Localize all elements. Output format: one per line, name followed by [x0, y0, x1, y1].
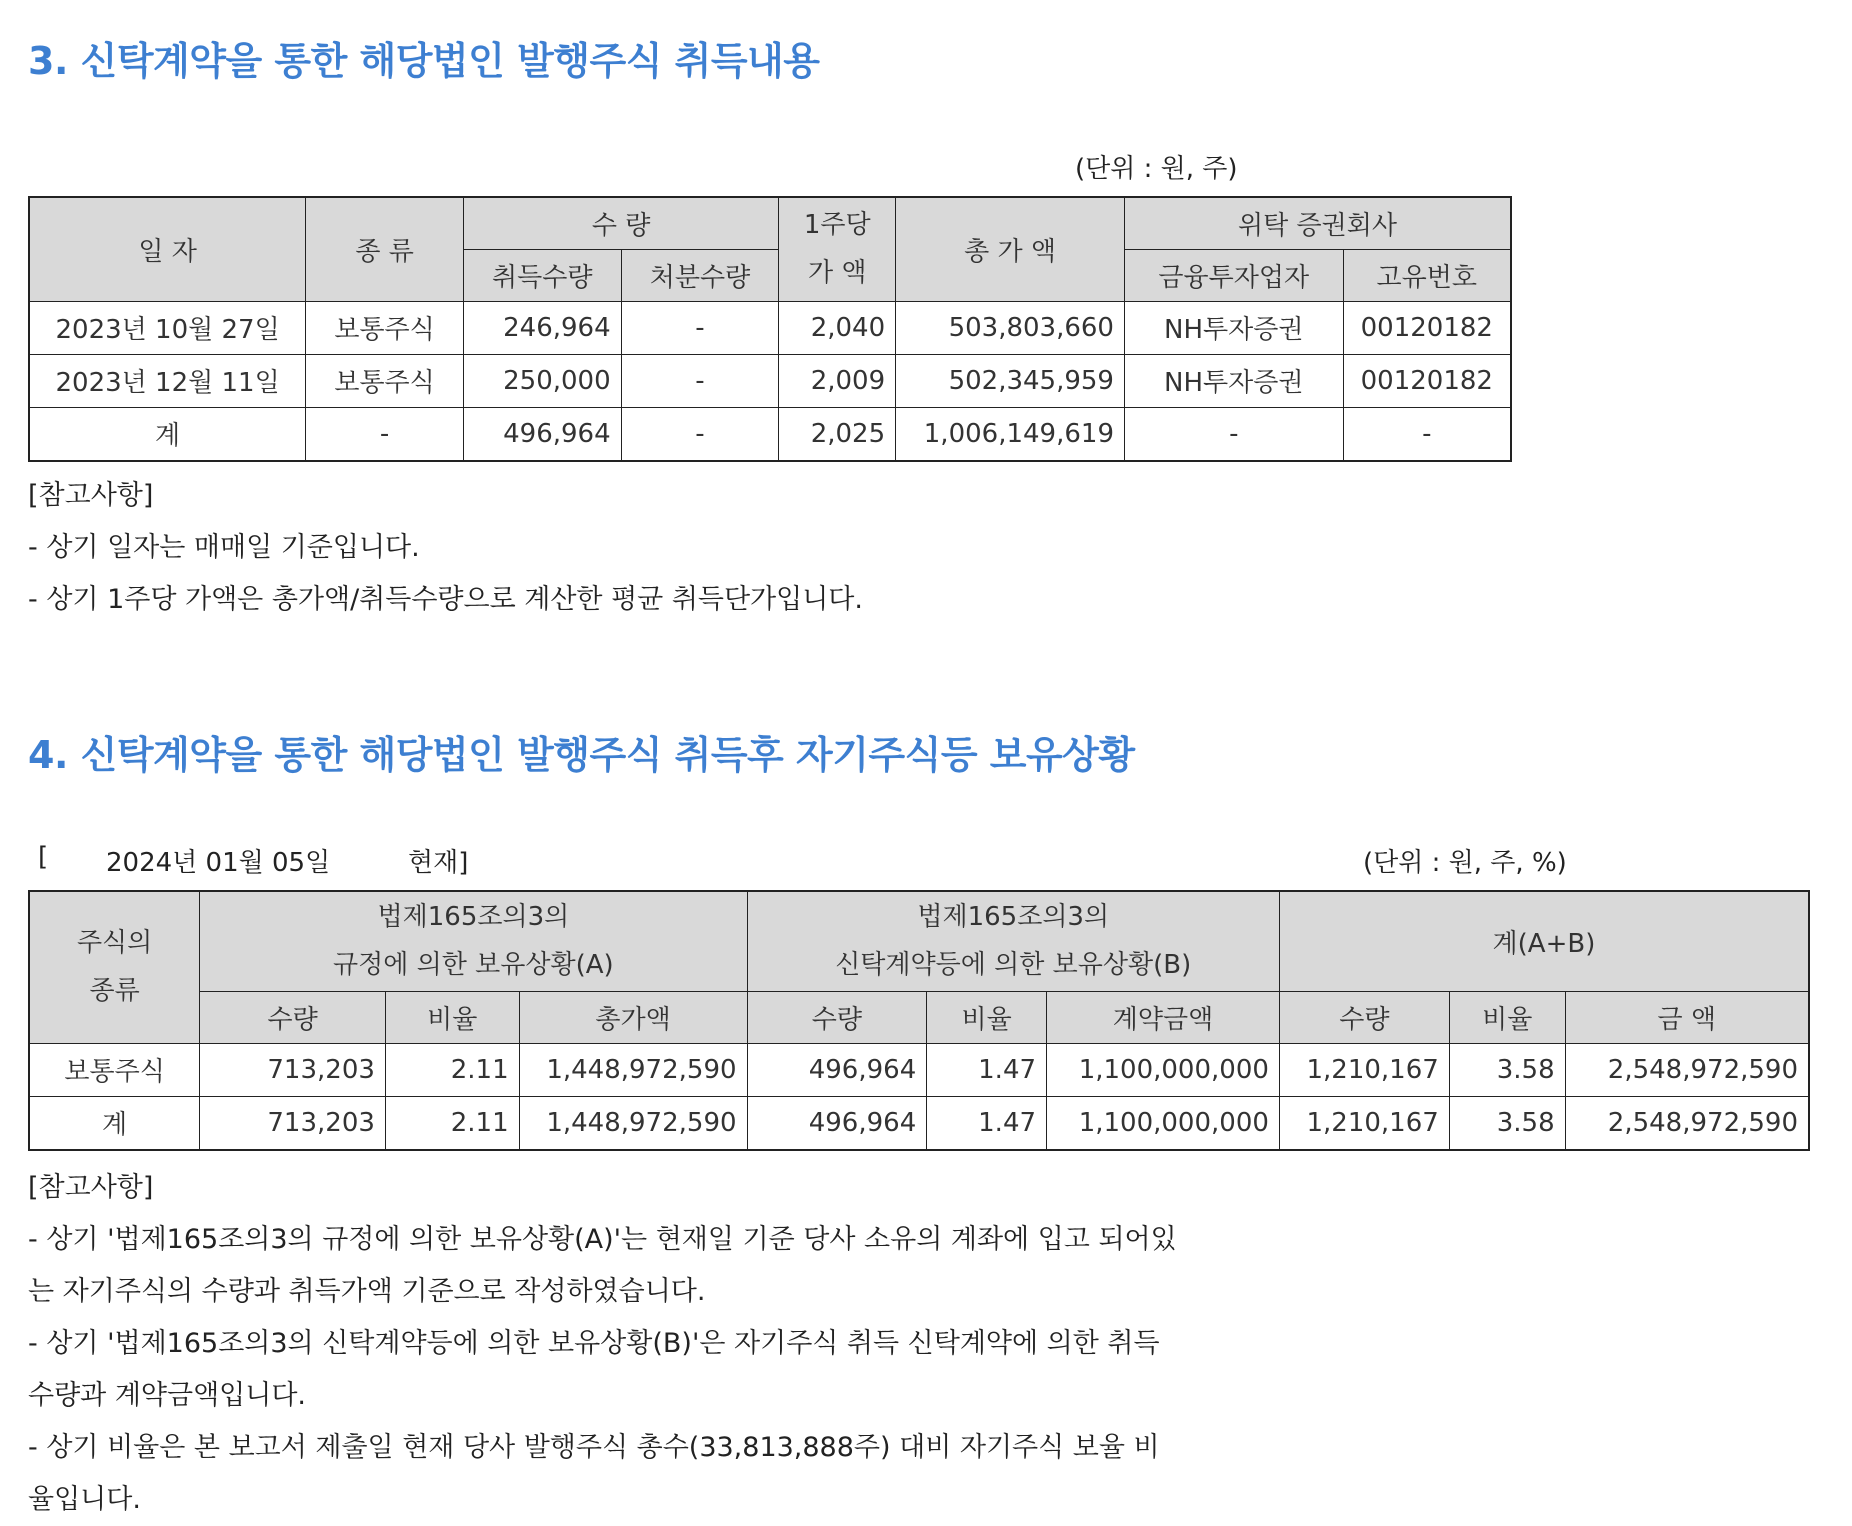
cell-broker-id: 00120182 — [1343, 301, 1511, 354]
header-stock-type — [29, 891, 200, 1043]
cell-a-ratio: 2.11 — [385, 1096, 519, 1150]
cell-stock-type: 보통주식 — [29, 1043, 200, 1096]
section4-as-of-open: [ — [38, 842, 49, 872]
cell-acq-qty: 246,964 — [463, 301, 621, 354]
note-line: 는 자기주식의 수량과 취득가액 기준으로 작성하였습니다. — [28, 1276, 706, 1307]
header-disp-qty: 처분수량 — [621, 249, 779, 301]
note-heading: [참고사항] — [28, 480, 154, 511]
section4-unit: (단위 : 원, 주, %) — [1363, 848, 1567, 878]
header-group-a — [200, 891, 747, 991]
header-stock-type-line1: 주식의 — [76, 928, 153, 959]
header-date: 일 자 — [29, 197, 306, 301]
table-row-total — [29, 407, 1511, 461]
header-type: 종 류 — [306, 197, 464, 301]
header-per-share-line2: 가 액 — [807, 258, 867, 289]
cell-total: 502,345,959 — [896, 354, 1125, 407]
section4-title: 4. 신탁계약을 통한 해당법인 발행주식 취득후 자기주식등 보유상황 — [28, 733, 1135, 777]
header-b-qty: 수량 — [747, 991, 927, 1043]
cell-broker: NH투자증권 — [1124, 354, 1343, 407]
cell-disp-qty: - — [621, 407, 779, 461]
cell-price: 2,025 — [779, 407, 896, 461]
cell-stock-type: 계 — [29, 1096, 200, 1150]
header-broker: 금융투자업자 — [1124, 249, 1343, 301]
cell-date: 2023년 12월 11일 — [29, 354, 306, 407]
header-acq-qty: 취득수량 — [463, 249, 621, 301]
cell-date: 계 — [29, 407, 306, 461]
cell-total: 1,006,149,619 — [896, 407, 1125, 461]
table-row — [29, 354, 1511, 407]
cell-acq-qty: 250,000 — [463, 354, 621, 407]
header-broker-id: 고유번호 — [1343, 249, 1511, 301]
table-row — [29, 301, 1511, 354]
header-a-qty: 수량 — [200, 991, 386, 1043]
header-sum-ratio: 비율 — [1449, 991, 1565, 1043]
header-total: 총 가 액 — [896, 197, 1125, 301]
header-sum-qty: 수량 — [1279, 991, 1449, 1043]
cell-type: 보통주식 — [306, 301, 464, 354]
cell-sum-amount: 2,548,972,590 — [1565, 1043, 1809, 1096]
note-line: 율입니다. — [28, 1484, 141, 1515]
note-line: - 상기 '법제165조의3의 규정에 의한 보유상황(A)'는 현재일 기준 당사 소유의 계좌에 입고 되어있 — [28, 1224, 1177, 1255]
cell-broker-id: 00120182 — [1343, 354, 1511, 407]
cell-sum-ratio: 3.58 — [1449, 1096, 1565, 1150]
cell-disp-qty: - — [621, 354, 779, 407]
section3-table — [28, 196, 1512, 462]
note-line: - 상기 1주당 가액은 총가액/취득수량으로 계산한 평균 취득단가입니다. — [28, 584, 863, 615]
header-b-ratio: 비율 — [927, 991, 1047, 1043]
cell-b-ratio: 1.47 — [927, 1043, 1047, 1096]
table-row-total — [29, 1096, 1809, 1150]
header-per-share-line1: 1주당 — [803, 210, 871, 241]
section4-as-of-date: 2024년 01월 05일 — [106, 848, 331, 878]
header-group-a-line1: 법제165조의3의 — [377, 902, 570, 933]
cell-sum-qty: 1,210,167 — [1279, 1043, 1449, 1096]
header-a-ratio: 비율 — [385, 991, 519, 1043]
cell-b-amount: 1,100,000,000 — [1047, 1043, 1280, 1096]
note-line: 수량과 계약금액입니다. — [28, 1380, 306, 1411]
cell-date: 2023년 10월 27일 — [29, 301, 306, 354]
cell-sum-ratio: 3.58 — [1449, 1043, 1565, 1096]
cell-b-amount: 1,100,000,000 — [1047, 1096, 1280, 1150]
cell-price: 2,009 — [779, 354, 896, 407]
section3-title: 3. 신탁계약을 통한 해당법인 발행주식 취득내용 — [28, 39, 820, 83]
section4-notes — [28, 1162, 1177, 1526]
header-group-b-line1: 법제165조의3의 — [917, 902, 1110, 933]
note-line: - 상기 일자는 매매일 기준입니다. — [28, 532, 420, 563]
header-per-share — [779, 197, 896, 301]
cell-total: 503,803,660 — [896, 301, 1125, 354]
cell-a-amount: 1,448,972,590 — [519, 1043, 747, 1096]
section3-unit: (단위 : 원, 주) — [1075, 154, 1238, 184]
section3-notes — [28, 470, 863, 626]
cell-a-amount: 1,448,972,590 — [519, 1096, 747, 1150]
note-line: - 상기 비율은 본 보고서 제출일 현재 당사 발행주식 총수(33,813,888주) 대비 자기주식 보율 비 — [28, 1432, 1160, 1463]
cell-broker-id: - — [1343, 407, 1511, 461]
header-group-sum: 계(A+B) — [1279, 891, 1809, 991]
cell-a-ratio: 2.11 — [385, 1043, 519, 1096]
cell-a-qty: 713,203 — [200, 1043, 386, 1096]
cell-sum-amount: 2,548,972,590 — [1565, 1096, 1809, 1150]
cell-broker: NH투자증권 — [1124, 301, 1343, 354]
header-qty-group: 수 량 — [463, 197, 778, 249]
note-line: - 상기 '법제165조의3의 신탁계약등에 의한 보유상황(B)'은 자기주식 취득 신탁계약에 의한 취득 — [28, 1328, 1160, 1359]
header-a-total: 총가액 — [519, 991, 747, 1043]
section4-table — [28, 890, 1810, 1151]
header-sum-amount: 금 액 — [1565, 991, 1809, 1043]
section4-as-of-close: 현재] — [408, 848, 469, 878]
cell-b-ratio: 1.47 — [927, 1096, 1047, 1150]
cell-b-qty: 496,964 — [747, 1096, 927, 1150]
cell-broker: - — [1124, 407, 1343, 461]
header-broker-group: 위탁 증권회사 — [1124, 197, 1511, 249]
cell-disp-qty: - — [621, 301, 779, 354]
cell-b-qty: 496,964 — [747, 1043, 927, 1096]
header-group-b — [747, 891, 1279, 991]
cell-type: - — [306, 407, 464, 461]
cell-price: 2,040 — [779, 301, 896, 354]
header-b-contract: 계약금액 — [1047, 991, 1280, 1043]
table-row — [29, 1043, 1809, 1096]
header-group-b-line2: 신탁계약등에 의한 보유상황(B) — [835, 950, 1192, 981]
cell-a-qty: 713,203 — [200, 1096, 386, 1150]
cell-sum-qty: 1,210,167 — [1279, 1096, 1449, 1150]
header-group-a-line2: 규정에 의한 보유상황(A) — [333, 950, 614, 981]
note-heading: [참고사항] — [28, 1172, 154, 1203]
cell-acq-qty: 496,964 — [463, 407, 621, 461]
cell-type: 보통주식 — [306, 354, 464, 407]
header-stock-type-line2: 종류 — [89, 976, 140, 1007]
